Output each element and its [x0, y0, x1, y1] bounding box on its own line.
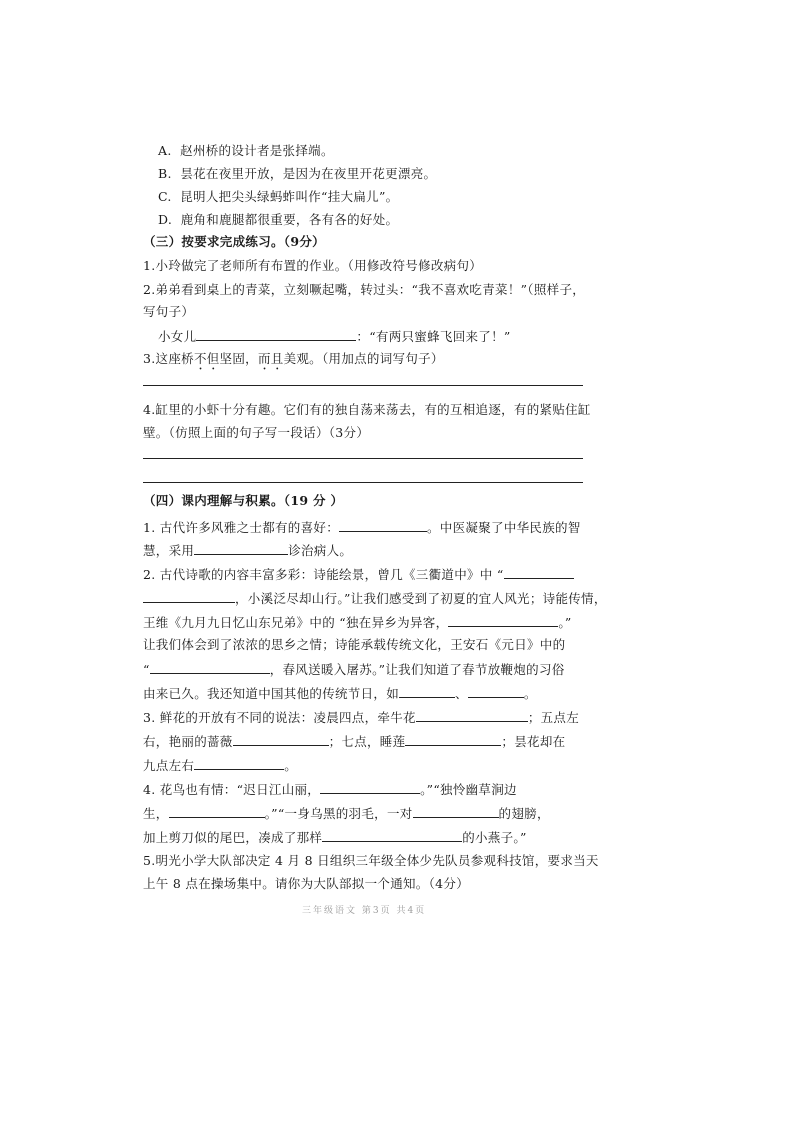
answer-blank[interactable] — [399, 685, 455, 698]
option-d: D. 鹿角和鹿腿都很重要，各有各的好处。 — [158, 212, 399, 227]
s4-question-3-line2: 右，艳丽的蔷薇 ；七点，睡莲 ；昙花却在 — [143, 734, 566, 749]
s4-question-5-line1: 5.明光小学大队部决定 4 月 8 日组织三年级全体少先队员参观科技馆，要求当天 — [143, 853, 599, 868]
option-a: A. 赵州桥的设计者是张择端。 — [158, 143, 334, 158]
s3-question-4-line1: 4.缸里的小虾十分有趣。它们有的独自荡来荡去，有的互相追逐，有的紧贴住缸 — [143, 402, 591, 417]
answer-blank[interactable] — [405, 733, 501, 746]
answer-blank[interactable] — [150, 661, 270, 674]
option-b: B. 昙花在夜里开放，是因为在夜里开花更漂亮。 — [158, 166, 437, 181]
answer-blank[interactable] — [194, 757, 284, 770]
option-c: C. 昆明人把尖头绿蚂蚱叫作“挂大扁儿”。 — [158, 189, 399, 204]
s3-question-4-line2: 壁。（仿照上面的句子写一段话）（3分） — [143, 425, 370, 440]
answer-blank[interactable] — [416, 709, 528, 722]
s3-question-2-line1: 2.弟弟看到桌上的青菜，立刻噘起嘴，转过头：“我不喜欢吃青菜！”（照样子， — [143, 282, 586, 297]
answer-blank[interactable] — [196, 328, 356, 341]
answer-blank[interactable] — [504, 566, 574, 579]
s4-question-5-line2: 上午 8 点在操场集中。请你为大队部拟一个通知。（4分） — [143, 876, 470, 891]
s4-question-1-line2: 慧，采用 诊治病人。 — [143, 543, 353, 558]
s4-question-3-line3: 九点左右 。 — [143, 758, 298, 773]
answer-blank[interactable] — [468, 685, 524, 698]
s3-question-3: 3.这座桥不但坚固，而且美观。（用加点的词写句子） — [143, 351, 444, 366]
answer-blank[interactable] — [169, 805, 265, 818]
answer-blank[interactable] — [448, 614, 558, 627]
s4-question-4-line1: 4. 花鸟也有情：“迟日江山丽， 。”“独怜幽草涧边 — [143, 782, 517, 797]
page-footer: 三年级语文 第3页 共4页 — [302, 906, 427, 916]
section4-heading: （四）课内理解与积累。（19 分 ） — [143, 493, 344, 508]
s4-question-2-line3: 王维《九月九日忆山东兄弟》中的 “独在异乡为异客， 。” — [143, 615, 572, 630]
s4-question-4-line3: 加上剪刀似的尾巴，凑成了那样 的小燕子。” — [143, 830, 527, 845]
s4-question-4-line2: 生， 。”“一身乌黑的羽毛，一对 的翅膀， — [143, 806, 550, 821]
s3-question-2-answer: 小女儿 ：“有两只蜜蜂飞回来了！” — [158, 329, 511, 344]
answer-blank[interactable] — [233, 733, 329, 746]
s4-question-2-line6: 由来已久。我还知道中国其他的传统节日，如 、 。 — [143, 686, 537, 701]
s4-question-2-line2: ，小溪泛尽却山行。”让我们感受到了初夏的宜人风光；诗能传情， — [143, 590, 607, 607]
s3-question-1: 1.小玲做完了老师所有布置的作业。（用修改符号修改病句） — [143, 258, 483, 273]
answer-blank[interactable] — [194, 542, 288, 555]
answer-line[interactable] — [143, 458, 583, 459]
answer-blank[interactable] — [143, 590, 235, 603]
answer-blank[interactable] — [413, 805, 499, 818]
answer-line[interactable] — [143, 385, 583, 386]
s4-question-2-line4: 让我们体会到了浓浓的思乡之情；诗能承载传统文化，王安石《元日》中的 — [143, 637, 566, 652]
answer-blank[interactable] — [339, 519, 427, 532]
s4-question-1-line1: 1. 古代许多风雅之士都有的喜好： 。中医凝聚了中华民族的智 — [143, 520, 581, 535]
s4-question-3-line1: 3. 鲜花的开放有不同的说法：凌晨四点，牵牛花 ；五点左 — [143, 710, 580, 725]
s4-question-2-line5: “ ，春风送暖入屠苏。”让我们知道了春节放鞭炮的习俗 — [143, 662, 565, 677]
s4-question-2-line1: 2. 古代诗歌的内容丰富多彩：诗能绘景，曾几《三衢道中》中 “ — [143, 566, 574, 583]
answer-blank[interactable] — [322, 829, 462, 842]
section3-heading: （三）按要求完成练习。（9分） — [143, 234, 325, 249]
answer-blank[interactable] — [320, 781, 420, 794]
answer-line[interactable] — [143, 482, 583, 483]
s3-question-2-line2: 写句子） — [143, 304, 195, 319]
